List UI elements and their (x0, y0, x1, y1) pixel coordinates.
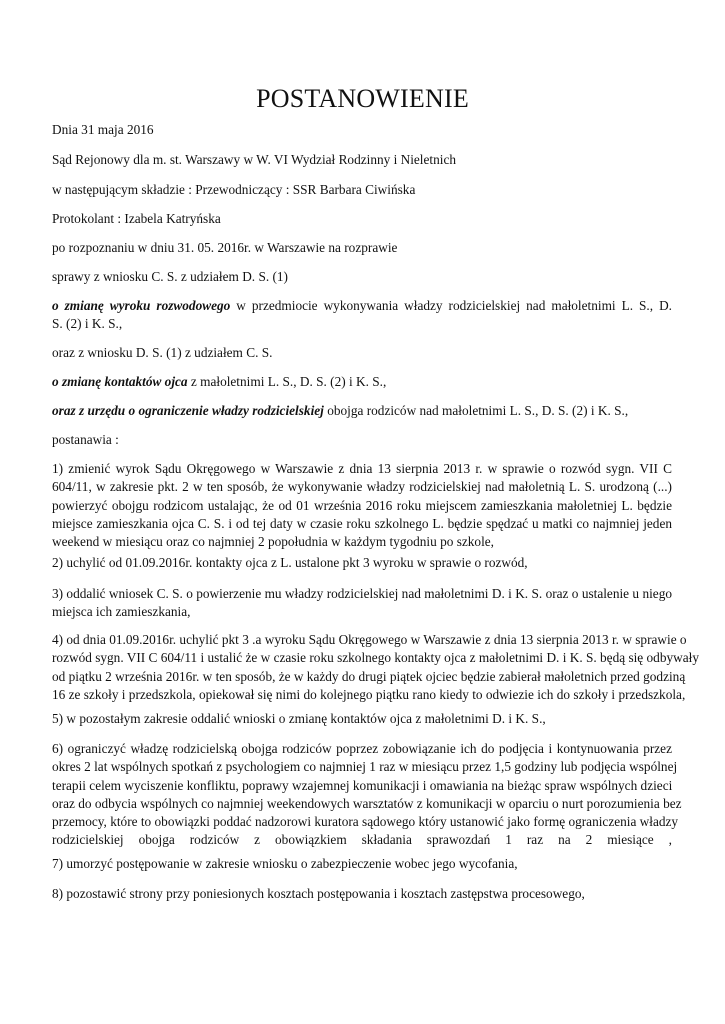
clerk-line: Protokolant : Izabela Katryńska (52, 211, 221, 226)
point-8: 8) pozostawić strony przy poniesionych kosztach postępowania i kosztach zastępstwa procesowego, (52, 886, 585, 901)
subject-1 (52, 297, 672, 334)
subject-1-line-2: S. (2) i K. S., (52, 316, 123, 332)
hearing-line: po rozpoznaniu w dniu 31. 05. 2016r. w Warszawie na rozprawie (52, 240, 398, 255)
subject-3-emphasis: oraz z urzędu o ograniczenie władzy rodzicielskiej (52, 403, 324, 418)
document-title: POSTANOWIENIE (256, 84, 469, 113)
point-6: 6) ograniczyć władzę rodzicielską obojga rodziców poprzez zobowiązanie ich do podjęcia i kontynuowania przez okres 2 lat wspólnych spotkań z psychologiem co najmniej 1 raz w miesiącu przez 1,5 godziny lub podjęcia wspólnej terapii celem wyciszenie konfliktu, poprawy wzajemnej komunikacji i omawiania na bieżąc spraw wspólnych dzieci oraz do odbycia wspólnych co najmniej weekendowych warsztatów z komunikacji w oparciu o nurt porozumienia bez przemocy, które to obowiązki poddać nadzorowi kuratora sądowego który ustanowić jako formę ograniczenia władzy rodzicielskiej obojga rodziców z obowiązkiem składania sprawozdań 1 raz na 2 miesiące , (52, 741, 682, 848)
composition-line: w następującym składzie : Przewodniczący : SSR Barbara Ciwińska (52, 182, 416, 197)
subject-1-text: w przedmiocie wykonywania władzy rodzicielskiej nad małoletnimi L. S., D. (230, 298, 672, 313)
case-line: sprawy z wniosku C. S. z udziałem D. S. (1) (52, 269, 288, 284)
point-4: 4) od dnia 01.09.2016r. uchylić pkt 3 .a wyroku Sądu Okręgowego w Warszawie z dnia 13 sierpnia 2013 r. w sprawie o rozwód sygn. VII C 604/11 i ustalić że w czasie roku szkolnego kontakty ojca z małoletnimi D. i K. S. będą się odbywały od piątku 2 września 2016r. w ten sposób, że w każdy do drugi piątek ojciec będzie zabierał małoletnich przed godziną 16 ze szkoły i przedszkola, opiekował się nimi do kolejnego piątku rano kiedy to odwiezie ich do szkoły i przedszkola, (52, 632, 699, 702)
subject-3-text: obojga rodziców nad małoletnimi L. S., D. S. (2) i K. S., (323, 403, 629, 418)
subject-3 (52, 402, 672, 420)
point-3: 3) oddalić wniosek C. S. o powierzenie mu władzy rodzicielskiej nad małoletnimi D. i K. S. oraz o ustalenie u niego miejsca ich zamieszkania, (52, 586, 672, 620)
point-7: 7) umorzyć postępowanie w zakresie wniosku o zabezpieczenie wobec jego wycofania, (52, 856, 518, 871)
date-line: Dnia 31 maja 2016 (52, 122, 154, 137)
subject-2-text: z małoletnimi L. S., D. S. (2) i K. S., (187, 374, 387, 389)
point-1: 1) zmienić wyrok Sądu Okręgowego w Warszawie z dnia 13 sierpnia 2013 r. w sprawie o rozwód sygn. VII C 604/11, w zakresie pkt. 2 w ten sposób, że wykonywanie władzy rodzicielskiej nad małoletnią L. S. urodzoną (...) powierzyć obojgu rodzicom ustalając, że od 01 września 2016 roku miejscem zamieszkania małoletniej L. będzie miejsce zamieszkania ojca C. S. i od tej daty w czasie roku szkolnego L. będzie spędzać u matki co najmniej jeden weekend w miesiącu oraz co najmniej 2 popołudnia w każdym tygodniu po szkole, (52, 461, 672, 550)
point-5: 5) w pozostałym zakresie oddalić wnioski o zmianę kontaktów ojca z małoletnimi D. i K. S., (52, 711, 546, 726)
point-2: 2) uchylić od 01.09.2016r. kontakty ojca z L. ustalone pkt 3 wyroku w sprawie o rozwód, (52, 555, 528, 570)
decides-line: postanawia : (52, 432, 119, 447)
court-line: Sąd Rejonowy dla m. st. Warszawy w W. VI Wydział Rodzinny i Nieletnich (52, 152, 456, 167)
subject-1-emphasis: o zmianę wyroku rozwodowego (52, 298, 231, 313)
counter-motion-line: oraz z wniosku D. S. (1) z udziałem C. S. (52, 345, 273, 360)
subject-2-emphasis: o zmianę kontaktów ojca (52, 374, 188, 389)
subject-2 (52, 373, 672, 391)
